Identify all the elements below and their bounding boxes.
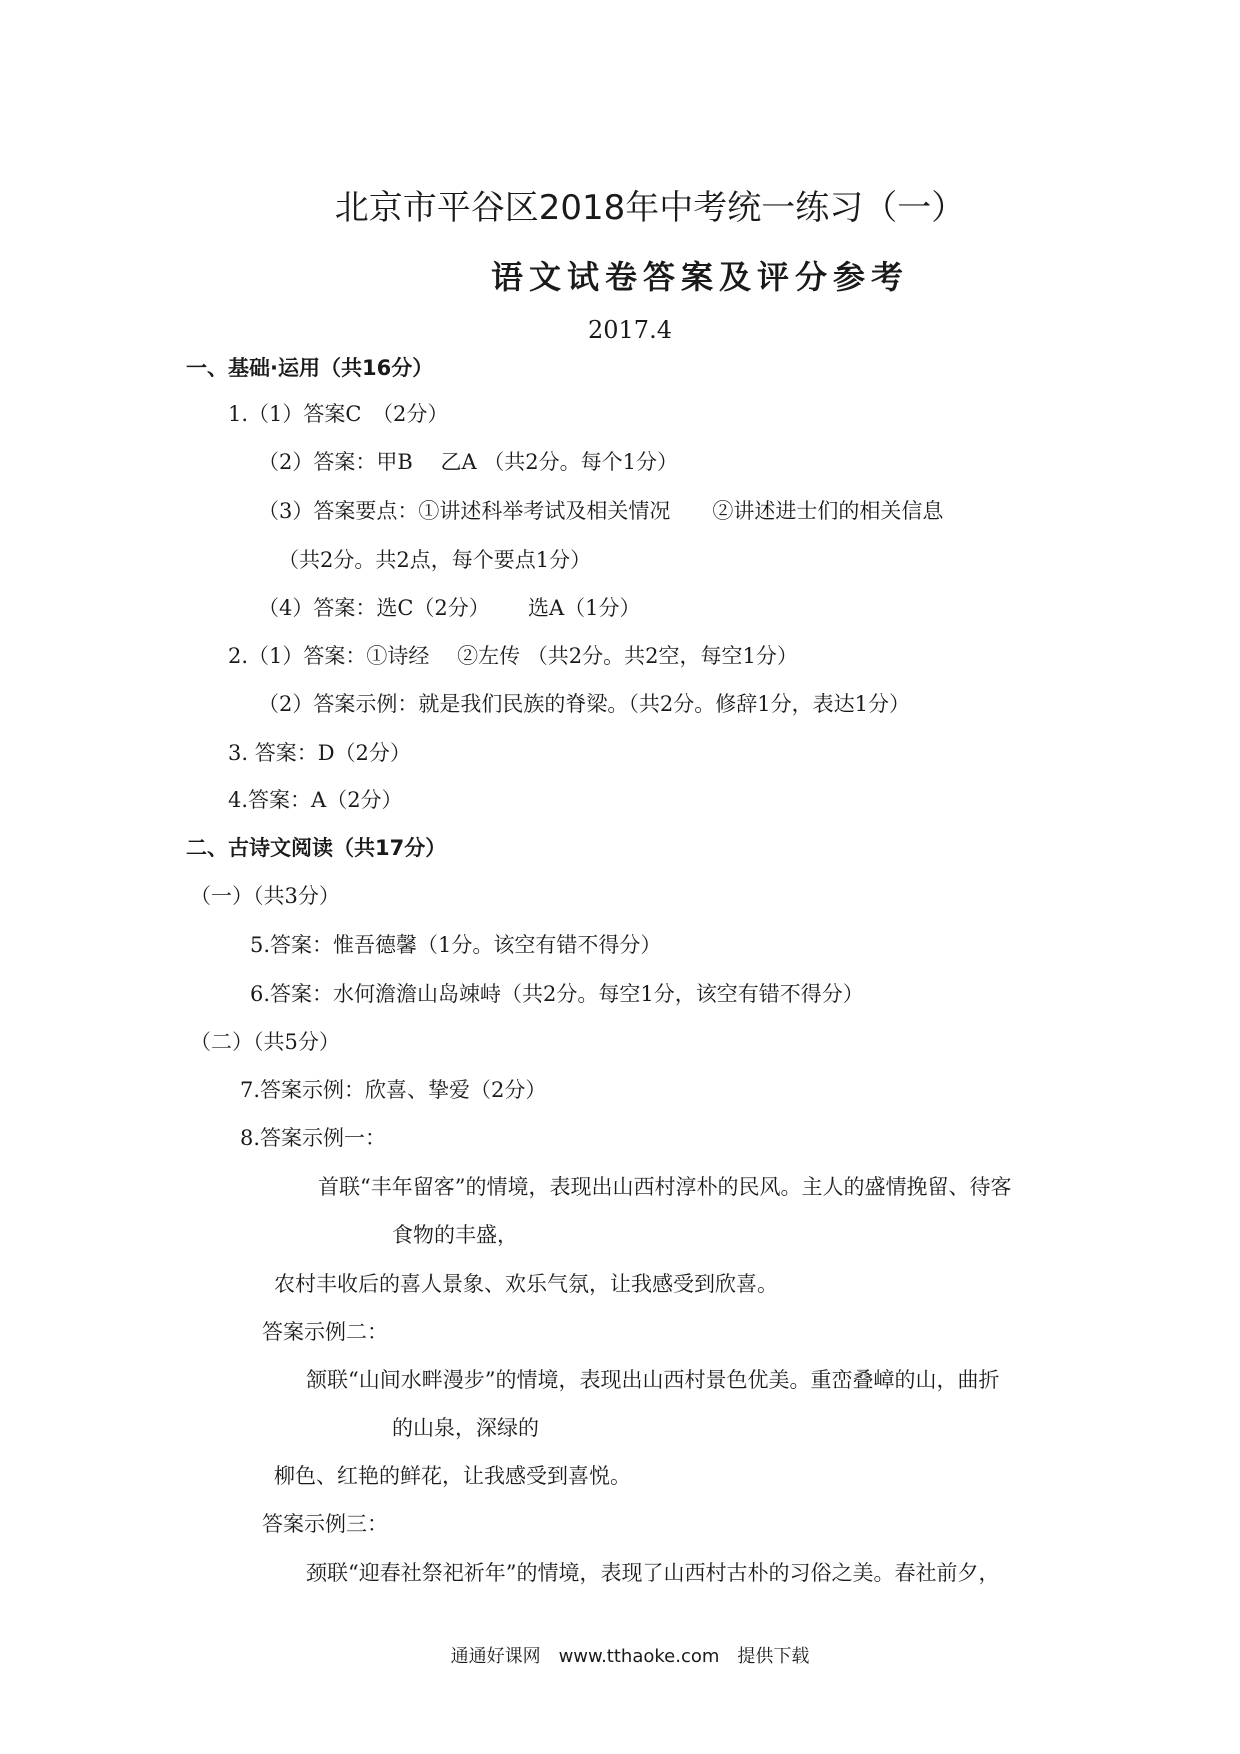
example-heading: 答案示例二： [262, 1320, 388, 1344]
section-heading-2: 二、古诗文阅读（共17分） [186, 836, 447, 860]
example-heading: 答案示例三： [262, 1512, 388, 1536]
answer-line: （3）答案要点：①讲述科举考试及相关情况 ②讲述进士们的相关信息 [258, 499, 944, 523]
part-heading: （一）（共3分） [190, 884, 340, 908]
example-text: 颔联“山间水畔漫步”的情境，表现出山西村景色优美。重峦叠嶂的山，曲折 [306, 1368, 1000, 1392]
answer-line: （2）答案示例：就是我们民族的脊梁。（共2分。修辞1分，表达1分） [258, 692, 910, 716]
answer-line: （4）答案：选C（2分） 选A（1分） [258, 596, 641, 620]
answer-line: 7.答案示例：欣喜、挚爱（2分） [240, 1078, 547, 1102]
page-footer: 通通好课网 www.tthaoke.com 提供下载 [450, 1646, 810, 1667]
example-text: 的山泉，深绿的 [392, 1416, 539, 1440]
example-text: 农村丰收后的喜人景象、欢乐气氛，让我感受到欣喜。 [274, 1272, 778, 1296]
document-date: 2017.4 [588, 316, 672, 344]
answer-line: 8.答案示例一： [240, 1126, 387, 1150]
example-text: 首联“丰年留客”的情境，表现出山西村淳朴的民风。主人的盛情挽留、待客 [318, 1175, 1012, 1199]
document-title: 北京市平谷区2018年中考统一练习（一） [334, 188, 966, 228]
example-text: 颈联“迎春社祭祀祈年”的情境，表现了山西村古朴的习俗之美。春社前夕， [306, 1561, 1000, 1585]
answer-line: （2）答案：甲B 乙A （共2分。每个1分） [258, 450, 679, 474]
part-heading: （二）（共5分） [190, 1030, 340, 1054]
example-text: 柳色、红艳的鲜花，让我感受到喜悦。 [274, 1464, 631, 1488]
answer-line: 5.答案：惟吾德馨（1分。该空有错不得分） [250, 933, 662, 957]
section-heading-1: 一、基础·运用（共16分） [186, 356, 434, 380]
answer-line: 3. 答案：D（2分） [228, 741, 411, 765]
answer-line: 4.答案：A（2分） [228, 788, 403, 812]
document-subtitle: 语文试卷答案及评分参考 [490, 258, 909, 296]
example-text: 食物的丰盛， [392, 1223, 518, 1247]
answer-line: 1.（1）答案C （2分） [228, 402, 449, 426]
answer-line: 6.答案：水何澹澹山岛竦峙（共2分。每空1分，该空有错不得分） [250, 982, 864, 1006]
answer-line: （共2分。共2点，每个要点1分） [278, 548, 592, 572]
answer-line: 2.（1）答案：①诗经 ②左传 （共2分。共2空，每空1分） [228, 644, 798, 668]
